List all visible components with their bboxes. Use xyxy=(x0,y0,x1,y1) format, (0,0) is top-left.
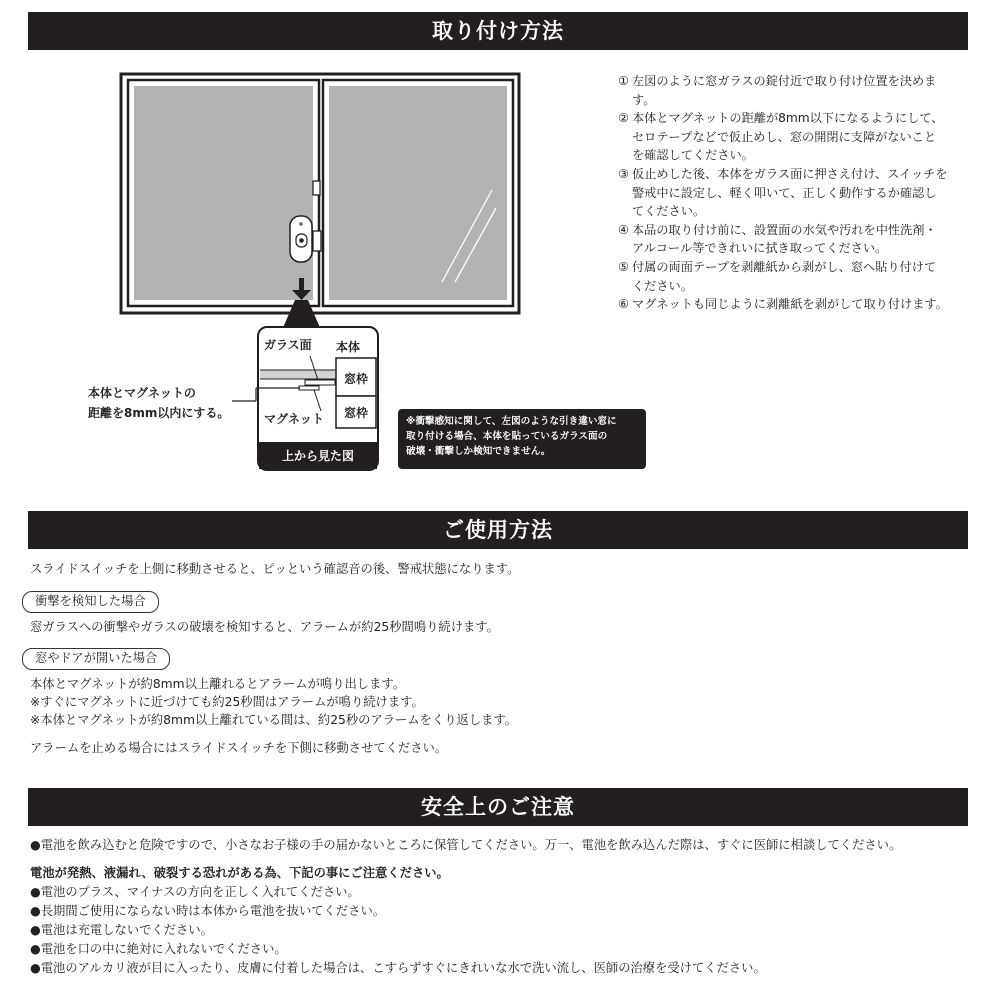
step-text: 本品の取り付け前に、設置面の水気や汚れを中性洗剤・アルコール等できれいに拭き取ってください。 xyxy=(632,222,937,256)
safety-item: ●電池は充電しないでください。 xyxy=(30,923,213,937)
step-number: ② xyxy=(618,111,629,126)
step-number: ③ xyxy=(618,166,629,181)
distance-line-1: 本体とマグネットの xyxy=(88,386,196,400)
distance-instruction xyxy=(88,383,229,423)
case-impact-label: 衝撃を検知した場合 xyxy=(22,591,159,613)
magnet-part xyxy=(313,231,321,251)
note-line: ※衝撃感知に関して、左図のような引き違い窓に xyxy=(406,416,617,427)
glass-surface-label: ガラス面 xyxy=(264,338,312,352)
step-number: ⑥ xyxy=(618,297,629,312)
step-text: 本体とマグネットの距離が8mm以下になるようにして、セロテープなどで仮止めし、窓の開閉に支障がないことを確認してください。 xyxy=(632,111,944,163)
safety-item: ●電池のアルカリ液が目に入ったり、皮膚に付着した場合は、こすらずすぐにきれいな水で洗い流し、医師の治療を受けてください。 xyxy=(30,961,766,975)
step-text: 仮止めした後、本体をガラス面に押さえ付け、スイッチを警戒中に設定し、軽く叩いて、正しく動作するか確認してください。 xyxy=(632,166,948,219)
step-number: ⑤ xyxy=(618,259,629,274)
sensor-led xyxy=(299,222,303,226)
safety-item: ●電池を口の中に絶対に入れないでください。 xyxy=(30,942,287,956)
case-open-line: ※本体とマグネットが約8mm以上離れている間は、約25秒のアラームをくり返します。 xyxy=(30,713,518,727)
step-text: 付属の両面テープを剥離紙から剥がし、窓へ貼り付けてください。 xyxy=(632,259,937,293)
left-glass xyxy=(134,86,313,300)
step-number: ④ xyxy=(618,222,629,237)
case-open-line: ※すぐにマグネットに近づけても約25秒間はアラームが鳴り続けます。 xyxy=(30,695,424,709)
step-item xyxy=(618,109,948,165)
distance-line-2: 距離を8mm以内にする。 xyxy=(88,406,230,420)
safety-item: ●長期間ご使用にならない時は本体から電池を抜いてください。 xyxy=(30,904,386,918)
body-label: 本体 xyxy=(336,340,361,354)
frame-label-1: 窓枠 xyxy=(344,372,369,386)
body-block xyxy=(305,380,335,385)
install-section-title: 取り付け方法 xyxy=(28,12,968,50)
step-item xyxy=(618,258,948,295)
safety-first: ●電池を飲み込むと危険ですので、小さなお子様の手の届かないところに保管してください。万一、電池を飲み込んだ際は、すぐに医師に相談してください。 xyxy=(30,838,902,852)
install-steps xyxy=(618,72,948,314)
case-impact-text: 窓ガラスへの衝撃やガラスの破壊を検知すると、アラームが約25秒間鳴り続けます。 xyxy=(30,620,499,634)
window-lock xyxy=(313,181,320,195)
safety-heading: 電池が発熱、液漏れ、破裂する恐れがある為、下記の事にご注意ください。 xyxy=(30,866,449,880)
safety-section-title: 安全上のご注意 xyxy=(28,788,968,826)
note-line: 破壊・衝撃しか検知できません。 xyxy=(406,446,551,457)
step-item xyxy=(618,295,948,314)
step-item xyxy=(618,221,948,258)
step-item xyxy=(618,72,948,109)
usage-intro: スライドスイッチを上側に移動させると、ピッという確認音の後、警戒状態になります。 xyxy=(30,562,520,576)
magnet-block xyxy=(299,386,319,390)
safety-list xyxy=(30,883,766,978)
note-line: 取り付ける場合、本体を貼っているガラス面の xyxy=(406,431,608,442)
case-open-line: 本体とマグネットが約8mm以上離れるとアラームが鳴り出します。 xyxy=(30,677,405,691)
step-text: 左図のように窓ガラスの錠付近で取り付け位置を決めます。 xyxy=(632,74,937,107)
safety-item: ●電池のプラス、マイナスの方向を正しく入れてください。 xyxy=(30,885,360,899)
usage-section-title: ご使用方法 xyxy=(28,511,968,549)
magnet-label: マグネット xyxy=(264,412,324,426)
right-glass xyxy=(329,86,507,300)
top-view-label: 上から見た図 xyxy=(281,449,355,463)
step-item xyxy=(618,165,948,221)
step-text: マグネットも同じように剥離紙を剥がして取り付けます。 xyxy=(632,297,948,312)
case-open-label: 窓やドアが開いた場合 xyxy=(22,648,170,670)
impact-note xyxy=(398,409,646,469)
frame-label-2: 窓枠 xyxy=(344,406,369,420)
step-number: ① xyxy=(618,74,629,88)
alarm-stop-text: アラームを止める場合にはスライドスイッチを下側に移動させてください。 xyxy=(30,741,448,755)
